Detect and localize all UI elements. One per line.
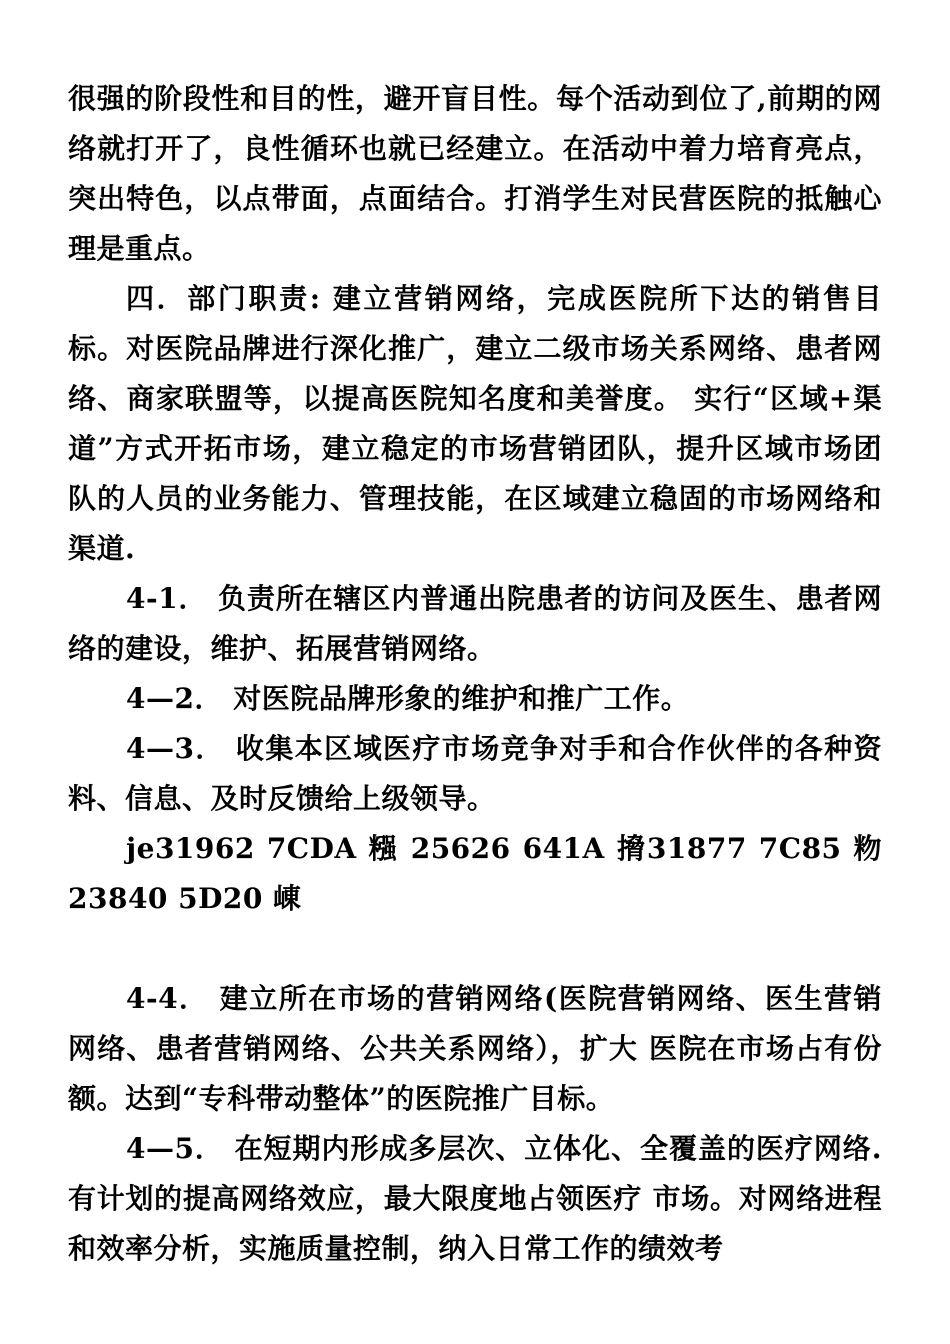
- paragraph-department-duties: 四．部门职责: 建立营销网络，完成医院所下达的销售目标。对医院品牌进行深化推广，建立二级市场关系网络、患者网络、商家联盟等，以提高医院知名度和美誉度。 实行“区域+渠道”方式开拓市场，建立稳定的市场营销团队，提升区域市场团队的人员的业务能力、管理技能，在区域建立稳固的市场网络和渠道.: [68, 282, 882, 565]
- paragraph-duty-4-5: 4—5． 在短期内形成多层次、立体化、全覆盖的医疗网络.有计划的提高网络效应，最大限度地占领医疗 市场。对网络进程和效率分析，实施质量控制，纳入日常工作的绩效考: [68, 1132, 882, 1265]
- paragraph-duty-4-4: 4-4． 建立所在市场的营销网络(医院营销网络、医生营销网络、患者营销网络、公共关系网络），扩大 医院在市场占有份额。达到“专科带动整体”的医院推广目标。: [68, 982, 882, 1115]
- paragraph-duty-4-3: 4—3． 收集本区域医疗市场竞争对手和合作伙伴的各种资料、信息、及时反馈给上级领导。: [68, 732, 882, 815]
- paragraph-activity-summary: 很强的阶段性和目的性，避开盲目性。每个活动到位了,前期的网络就打开了，良性循环也就已经建立。在活动中着力培育亮点，突出特色，以点带面，点面结合。打消学生对民营医院的抵触心理是重点。: [68, 82, 882, 265]
- paragraph-duty-4-2: 4—2． 对医院品牌形象的维护和推广工作。: [126, 682, 690, 715]
- paragraph-duty-4-1: 4-1． 负责所在辖区内普通出院患者的访问及医生、患者网络的建设，维护、拓展营销网络。: [68, 582, 882, 665]
- blank-line: [68, 924, 882, 974]
- document-body: [68, 74, 882, 1274]
- paragraph-garbled-code: je31962 7CDA 糨 25626 641A 搚31877 7C85 粅23840 5D20 崠: [68, 832, 882, 915]
